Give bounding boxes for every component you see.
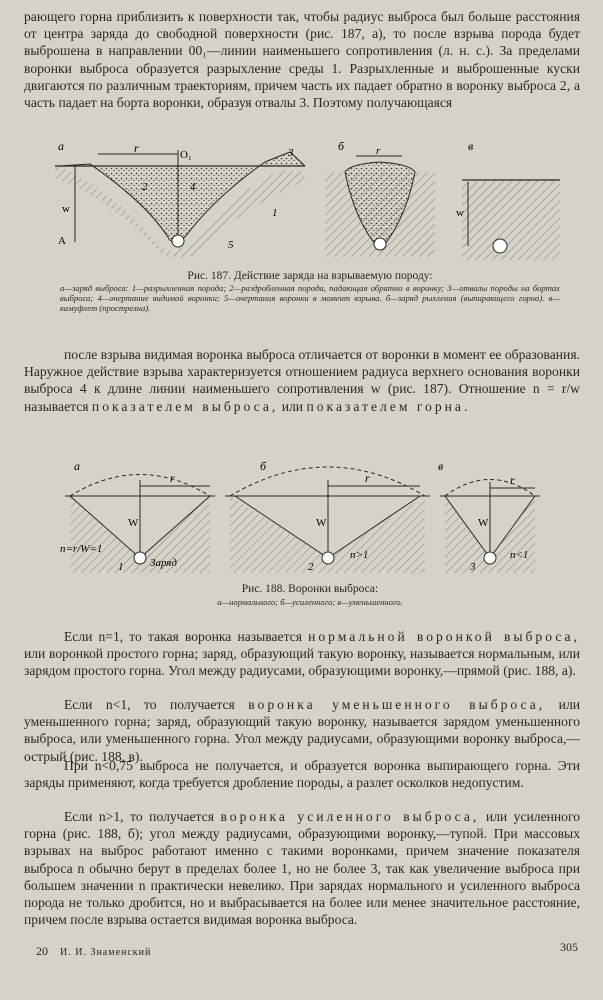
paragraph-3: Если n=1, то такая воронка называется нормальной воронкой выброса, или воронкой простого горна; заряд, образующий такую воронку, называется нормальным, или зарядом простого горна. Угол между радиусами, образующими воронку,—прямой (рис. 188, а). [24,629,580,679]
figure-188 [60,458,560,576]
fig187-label-w: w [62,203,70,215]
fig187-label-A: A [58,235,66,247]
term-normal-crater: нормальной воронкой выброса, [308,629,580,644]
fig187-a [55,142,305,258]
fig188-formula: n=r/W=1 [60,543,103,555]
svg-text:r: r [365,471,370,485]
figure-187 [50,142,570,264]
paragraph-2-text-b: или [281,398,304,414]
fig187-label-a: а [58,142,64,153]
svg-text:1: 1 [118,561,124,573]
fig187-label-v: в [468,142,474,153]
fig188-caption: Рис. 188. Воронки выброса: [241,583,379,595]
paragraph-2-text-a: после взрыва видимая воронка выброса отличается от воронки в момент ее образования. Наружное действие взрыва характеризуется отношением радиуса верхнего основания воронки выброса 4 к длине линии наименьшего сопротивления w (рис. 187). Отношение n = r/w называется [24,347,580,414]
fig187-label-b: б [338,142,345,153]
fig187-label-2: 2 [142,181,148,193]
svg-text:W: W [478,517,489,529]
fig187-legend: а—заряд выброса: 1—разрыхленная порода; 2—раздробленная порода, падающая обратно в воронку; 3—отвалы породы на бортах выброса; 4—очертание видимой воронки; 5—очертания воронки в момент взрыва. б—заряд рыхления (выпирающего горна). в—камуфлет (прострелна). [60,283,560,313]
footer-author: И. И. Знаменский [60,947,152,958]
fig188-label-nlt: n<1 [510,549,529,561]
svg-text:3: 3 [470,561,476,573]
svg-text:w: w [456,207,464,219]
paragraph-2-term-2: показателем горна. [306,398,471,414]
fig188-label-a: а [74,459,80,473]
footer-left-number: 20 [36,944,48,958]
paragraph-1-text: рающего горна приблизить к поверхности так, чтобы радиус выброса был больше расстояния от центра заряда до свободной поверхности (рис. 187, а), то после взрыва порода будет выброшена в направлении 00₁—линии наименьшего сопротивления (л. н. с.). За пределами воронки выброса образуется разрыхление среды 1. Разрыхленные и выброшенные куски двигаются по различным траекториям, причем часть их падает обратно в воронку выброса 2, а часть падает на борта воронки, образуя отвалы 3. Поэтому получающаяся [24,9,580,111]
svg-text:r: r [376,145,381,157]
fig187-v [456,142,560,260]
paragraph-2-term-1: показателем выброса, [91,398,279,414]
paragraph-5: При n<0,75 выброса не получается, и образуется воронка выпирающего горна. Эти заряды применяют, когда требуется дробление породы, а разлет осколков недопустим. [24,758,580,791]
svg-text:r: r [510,473,515,487]
fig187-label-1: 1 [272,207,278,219]
fig188-label-b: б [260,459,267,473]
fig187-label-3: 3 [288,147,294,159]
paragraph-4: Если n<1, то получается воронка уменьшенного выброса, или уменьшенного горна; заряд, образующий такую воронку, называется зарядом уменьшенного выброса, или уменьшенного горна. Угол между радиусами, образующими воронку выброса,—острый (рис. 188, в). [24,697,581,764]
fig187-label-4: 4 [190,181,196,193]
fig188-label-charge: Заряд [150,557,177,569]
fig188-legend: а—нормального; б—усиленного; в—уменьшенного. [217,597,403,607]
fig187-label-5: 5 [228,239,234,251]
fig187-caption: Рис. 187. Действие заряда на взрываемую породу: [187,270,433,282]
paragraph-1 [24,8,580,111]
fig188-label-r-a: r [170,471,175,485]
footer-page-number: 305 [560,940,578,954]
svg-text:W: W [316,517,327,529]
term-reduced-crater: воронка уменьшенного выброса, [248,697,546,712]
fig188-label-w-a: W [128,517,139,529]
fig187-label-r: r [134,142,139,155]
fig188-a [60,459,215,573]
fig188-label-ngt: n>1 [350,549,369,561]
paragraph-2 [24,346,580,415]
term-enhanced-crater: воронка усиленного выброса, [220,809,480,824]
fig188-v [438,459,540,573]
paragraph-6: Если n>1, то получается воронка усиленного выброса, или усиленного горна (рис. 188, б); угол между радиусами, образующими воронку,—тупой. При массовых взрывах на выброс работают именно с такими воронками, причем значение показателя выброса n обычно берут в пределах более 1, но не более 3, так как увеличение выброса при большем значении n практически невелико. При зарядах нормального и усиленного выброса порода не только дробится, но и выбрасывается на более или менее значительное расстояние, причем после взрыва остается видимая воронка выброса. [24,809,580,928]
fig188-b [225,459,430,573]
fig187-label-o1: O₁ [180,149,192,161]
svg-text:2: 2 [308,561,314,573]
fig187-b [325,142,435,257]
fig188-label-v: в [438,459,444,473]
